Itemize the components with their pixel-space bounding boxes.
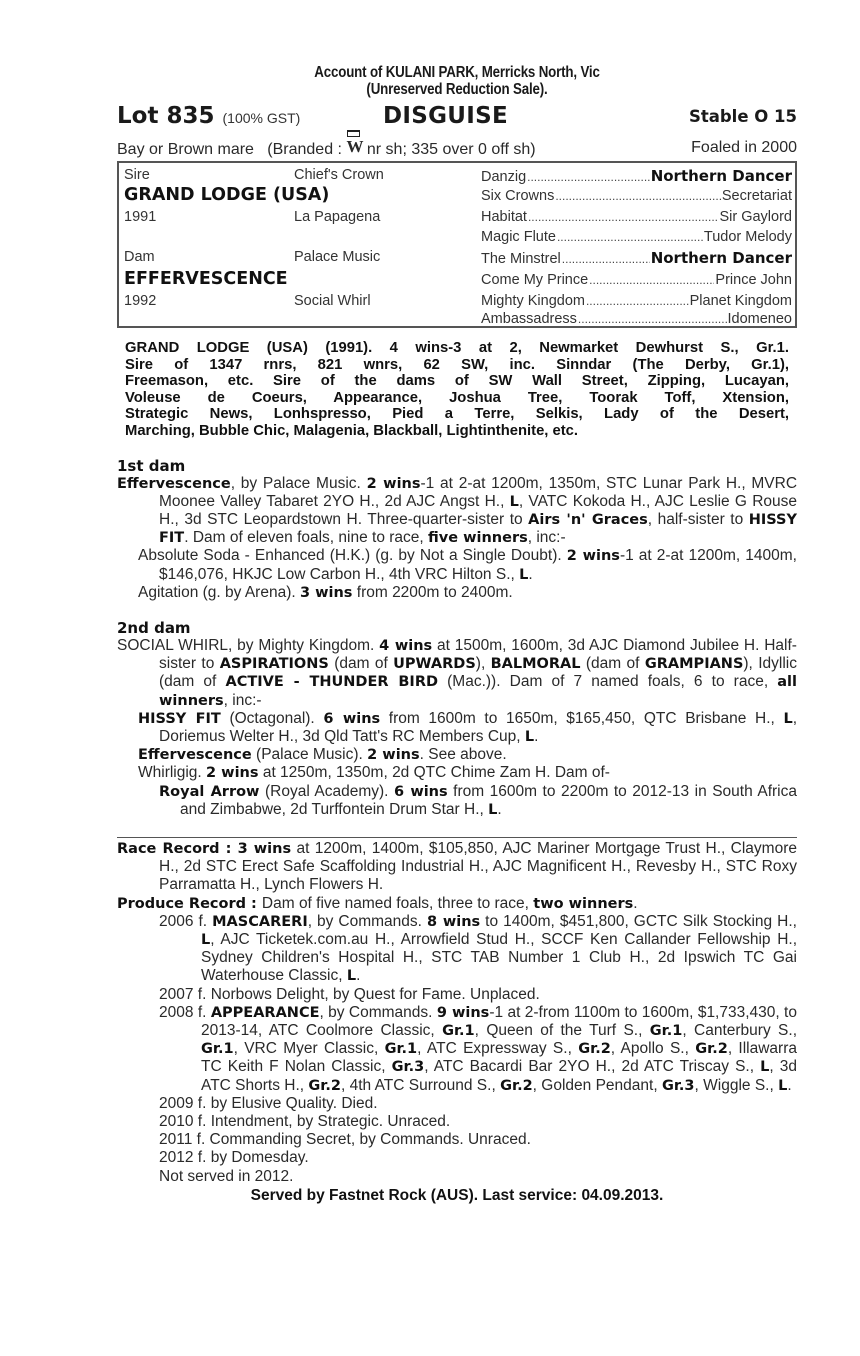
text: , ATC Expressway S., — [417, 1040, 579, 1058]
text: Absolute Soda - Enhanced (H.K.) (g. by Not a Single Doubt). — [138, 547, 567, 565]
relative-name: ASPIRATIONS — [219, 656, 329, 673]
text: , ATC Bacardi Bar 2YO H., 2d ATC Triscay S., — [424, 1058, 761, 1076]
text: (Palace Music). — [251, 746, 368, 764]
sire-dam: La Papagena — [294, 209, 381, 225]
gen3-row — [481, 311, 792, 327]
dam-sire: Palace Music — [294, 249, 381, 265]
text: (Royal Academy). — [259, 782, 394, 800]
text: . — [497, 800, 502, 818]
gen3-sire: Northern Dancer — [650, 249, 792, 267]
relative-name: ACTIVE - THUNDER BIRD — [225, 674, 439, 691]
sire-label: Sire — [124, 167, 150, 183]
sire-summary-line: Marching, Bubble Chic, Malagenia, Blackball, Lightinthenite, etc. — [125, 422, 579, 439]
text: , inc:- — [223, 691, 262, 709]
produce-entry — [117, 913, 797, 986]
dam-year: 1992 — [124, 293, 157, 309]
gen3-row — [481, 272, 792, 288]
text: SOCIAL WHIRL, by Mighty Kingdom. — [117, 636, 380, 654]
produce-record-label: Produce Record : — [117, 895, 262, 912]
offspring-entry — [117, 584, 797, 602]
sire-summary-line: Voleuse de Coeurs, Appearance, Joshua Tree, Toorak Toff, Xtension, — [125, 389, 789, 406]
text: , by Commands. — [307, 912, 427, 930]
text: to 1400m, $451,800, GCTC Silk Stocking H., — [480, 912, 797, 930]
produce-entry: 2012 f. by Domesday. — [159, 1149, 309, 1167]
sire-summary-line: Freemason, etc. Sire of the dams of SW Wall Street, Zipping, Lucayan, — [125, 373, 789, 390]
text: from 2200m to 2400m. — [352, 583, 513, 601]
relative-name: BALMORAL — [490, 656, 581, 673]
wins-count: 2 wins — [366, 475, 421, 492]
gen3-name: Ambassadress — [481, 311, 577, 327]
listed-badge: L — [519, 566, 529, 583]
leader-dots — [578, 312, 727, 326]
produce-entry: 2007 f. Norbows Delight, by Quest for Fame. Unplaced. — [159, 985, 540, 1003]
produce-entry: 2009 f. by Elusive Quality. Died. — [159, 1094, 378, 1112]
wins-count: 8 wins — [427, 913, 481, 930]
text: , Illawarra TC Keith F Nolan Classic, — [201, 1040, 797, 1076]
offspring-name: HISSY FIT — [138, 710, 221, 727]
wins-count: 2 wins — [367, 747, 420, 764]
wins-count: 6 wins — [323, 710, 381, 727]
sire-summary — [125, 340, 789, 440]
text: (Mac.)). Dam of 7 named foals, 6 to race, — [438, 673, 778, 691]
text: at 1500m, 1600m, 3d AJC Diamond Jubilee H. Half-sister to — [159, 636, 797, 673]
gen3-sire: Prince John — [715, 272, 792, 288]
text: , VATC Kokoda H., AJC Leslie G Rouse H., 3d STC Leopardstown H. Three-quarter-sister to — [159, 492, 797, 528]
produce-entry: Not served in 2012. — [159, 1167, 294, 1185]
text: , Doriemus Welter H., 3d Qld Tatt's RC Members Cup, — [159, 709, 797, 745]
text: Dam of five named foals, three to race, — [261, 894, 534, 912]
gen3-row — [481, 229, 792, 245]
text: . — [356, 967, 361, 985]
foaled-year: Foaled in 2000 — [691, 139, 797, 156]
sire-summary-line: GRAND LODGE (USA) (1991). 4 wins-3 at 2, Newmarket Dewhurst S., Gr.1. — [125, 340, 789, 356]
listed-badge: L — [783, 710, 793, 727]
relative-name: GRAMPIANS — [644, 656, 744, 673]
dam-name: EFFERVESCENCE — [124, 269, 288, 289]
race-record-label: Race Record : — [117, 841, 238, 858]
foal-year: 2008 f. — [159, 1003, 211, 1021]
offspring-name: Royal Arrow — [159, 783, 260, 800]
text: , VRC Myer Classic, — [233, 1040, 385, 1058]
offspring-entry — [117, 710, 797, 746]
text: ), Idyllic (dam of — [159, 655, 797, 691]
gen3-sire: Sir Gaylord — [719, 209, 792, 225]
relative-name: UPWARDS — [393, 656, 476, 673]
gen3-sire: Secretariat — [721, 188, 792, 204]
leader-dots — [528, 210, 719, 224]
foal-name: MASCARERI — [212, 913, 308, 930]
gen3-row — [481, 167, 792, 185]
offspring-entry — [117, 746, 797, 764]
dam-dam: Social Whirl — [294, 293, 371, 309]
group-badge: Gr.1 — [384, 1041, 418, 1058]
listed-badge: L — [488, 801, 498, 818]
gen3-name: Mighty Kingdom — [481, 293, 585, 309]
second-dam-entry — [117, 637, 797, 710]
group-badge: Gr.3 — [391, 1059, 425, 1076]
stable-number: Stable O 15 — [688, 107, 797, 126]
horse-description — [117, 135, 797, 161]
leader-dots — [555, 189, 721, 203]
offspring-entry — [117, 547, 797, 583]
text: Whirligig. — [138, 764, 207, 782]
text: , inc:- — [527, 529, 566, 547]
wins-count: 2 wins — [206, 765, 259, 782]
sire-summary-line: Sire of 1347 rnrs, 821 wnrs, 62 SW, inc. Sinndar (The Derby, Gr.1), — [125, 356, 789, 373]
foal-name: APPEARANCE — [210, 1004, 320, 1021]
leader-dots — [562, 252, 650, 266]
lot-label: Lot 835 — [117, 103, 215, 129]
account-line-1: Account of KULANI PARK, Merricks North, Vic — [314, 64, 600, 81]
sire-name: GRAND LODGE (USA) — [124, 185, 330, 205]
gen3-name: The Minstrel — [481, 251, 561, 267]
text: . — [528, 565, 533, 583]
dam-name: Effervescence — [117, 475, 231, 492]
leader-dots — [589, 273, 714, 287]
text: , 3d ATC Shorts H., — [201, 1058, 797, 1094]
text: -1 at 2-from 1100m to 1600m, $1,733,430, to 2013-14, ATC Coolmore Classic, — [201, 1003, 797, 1040]
listed-badge: L — [760, 1059, 770, 1076]
grand-offspring-entry — [117, 783, 797, 819]
group-badge: Gr.2 — [500, 1077, 533, 1094]
text: , half-sister to — [647, 510, 749, 528]
text: , Golden Pendant, — [532, 1076, 662, 1094]
produce-record — [117, 895, 797, 913]
description-suffix: nr sh; 335 over 0 off sh) — [362, 141, 536, 158]
text: -1 at 2-at 1200m, 1350m, STC Lunar Park H., MVRC Moonee Valley Tabaret 2YO H., 2d AJC Angst H., — [159, 474, 798, 510]
relative-name: Airs 'n' Graces — [528, 511, 648, 528]
gen3-name: Danzig — [481, 169, 527, 185]
relative-name: HISSY FIT — [159, 511, 797, 547]
group-badge: Gr.1 — [442, 1023, 475, 1040]
wins-count: 2 wins — [566, 548, 620, 565]
lot-header — [117, 103, 797, 133]
text: , 4th ATC Surround S., — [340, 1076, 501, 1094]
gen3-name: Six Crowns — [481, 188, 555, 204]
leader-dots — [586, 294, 689, 308]
winners-count: all winners — [159, 674, 797, 709]
gen3-name: Come My Prince — [481, 272, 589, 288]
text: , Wiggle S., — [694, 1076, 779, 1094]
sire-year: 1991 — [124, 209, 157, 225]
lot-number — [117, 103, 300, 129]
wins-count: 3 wins — [299, 584, 353, 601]
crown-icon — [347, 130, 360, 137]
catalogue-page — [117, 64, 797, 1205]
produce-entry: 2011 f. Commanding Secret, by Commands. Unraced. — [159, 1131, 531, 1149]
winners-count: two winners — [533, 895, 634, 912]
brand-crown-w-icon — [346, 139, 362, 155]
listed-badge: L — [524, 729, 535, 745]
description-left — [117, 139, 536, 159]
text: from 1600m to 2200m to 2012-13 in South Africa and Zimbabwe, 2d Turffontein Drum Star H., — [180, 782, 797, 818]
text: -1 at 2-at 1200m, 1400m, $146,076, HKJC Low Carbon H., 4th VRC Hilton S., — [159, 547, 797, 583]
service-note: Served by Fastnet Rock (AUS). Last service: 04.09.2013. — [250, 1186, 664, 1204]
text: , by Commands. — [319, 1003, 437, 1021]
text: . — [633, 894, 638, 912]
section-divider — [117, 837, 797, 838]
leader-dots — [527, 170, 650, 184]
group-badge: Gr.3 — [661, 1077, 695, 1094]
group-badge: Gr.1 — [649, 1023, 683, 1040]
gst-note: (100% GST) — [222, 110, 301, 126]
first-dam-entry — [117, 475, 797, 548]
sire-sire: Chief's Crown — [294, 167, 384, 183]
text: , Canterbury S., — [682, 1022, 798, 1040]
text: , Queen of the Turf S., — [474, 1022, 650, 1040]
produce-entry: 2010 f. Intendment, by Strategic. Unraced. — [159, 1113, 451, 1131]
text: ), — [475, 655, 491, 673]
horse-name: DISGUISE — [383, 103, 509, 129]
text: Agitation (g. by Arena). — [138, 583, 300, 601]
brand-letter: W — [346, 137, 364, 156]
text: (Octagonal). — [220, 709, 324, 727]
second-dam-heading: 2nd dam — [117, 618, 191, 637]
gen3-name: Habitat — [481, 209, 527, 225]
gen3-row — [481, 293, 792, 309]
text: , AJC Ticketek.com.au H., Arrowfield Stud H., SCCF Ken Callander Fellowship H., Sydney Children's Hospital H., STC TAB Number 1 Club H., 2d Ipswich TC Gai Waterhouse Classic, — [201, 931, 797, 985]
gen3-row — [481, 209, 792, 225]
text: , by Palace Music. — [230, 474, 367, 492]
offspring-entry — [117, 764, 797, 782]
foal-year: 2006 f. — [159, 912, 213, 930]
text: , Apollo S., — [610, 1040, 696, 1058]
listed-badge: L — [201, 932, 211, 949]
gen3-sire: Idomeneo — [727, 311, 792, 327]
vendor-account — [117, 64, 797, 98]
text: . See above. — [419, 746, 507, 764]
wins-count: 9 wins — [436, 1004, 490, 1021]
gen3-sire: Northern Dancer — [650, 167, 792, 185]
first-dam-heading: 1st dam — [117, 456, 186, 475]
listed-badge: L — [346, 968, 357, 985]
leader-dots — [557, 230, 703, 244]
sire-summary-line: Strategic News, Lonhspresso, Pied a Terre, Selkis, Lady of the Desert, — [125, 406, 789, 423]
produce-entry — [117, 1004, 797, 1095]
listed-badge: L — [778, 1077, 788, 1094]
text: at 1250m, 1350m, 2d QTC Chime Zam H. Dam of- — [258, 764, 610, 782]
group-badge: Gr.2 — [578, 1041, 611, 1058]
gen3-row — [481, 188, 792, 204]
offspring-name: Effervescence — [138, 747, 252, 764]
gen3-sire: Planet Kingdom — [689, 293, 792, 309]
text: . — [534, 728, 539, 745]
group-badge: Gr.2 — [308, 1077, 341, 1094]
gen3-sire: Tudor Melody — [703, 229, 792, 245]
wins-count: 4 wins — [379, 637, 433, 654]
gen3-row — [481, 249, 792, 267]
pedigree-table — [117, 163, 797, 328]
wins-count: 3 wins — [237, 841, 292, 858]
text: (dam of — [328, 655, 394, 673]
text: . — [787, 1076, 792, 1094]
wins-count: 6 wins — [393, 783, 448, 800]
winners-count: five winners — [428, 530, 528, 547]
text: from 1600m to 1650m, $165,450, QTC Brisbane H., — [380, 709, 784, 727]
text: (dam of — [580, 655, 645, 673]
group-badge: Gr.1 — [201, 1041, 234, 1058]
text: at 1200m, 1400m, $105,850, AJC Mariner Mortgage Trust H., Claymore H., 2d STC Erect Safe Scaffolding Industrial H., AJC Magnificent H., Revesby H., STC Roxy Parramatta H., Lynch Flowers H. — [159, 840, 797, 894]
dam-label: Dam — [124, 249, 155, 265]
description-prefix: Bay or Brown mare (Branded : — [117, 141, 347, 158]
race-record — [117, 840, 797, 895]
text: . Dam of eleven foals, nine to race, — [184, 529, 429, 547]
listed-badge: L — [509, 493, 519, 510]
group-badge: Gr.2 — [695, 1041, 728, 1058]
gen3-name: Magic Flute — [481, 229, 556, 245]
account-line-2: (Unreserved Reduction Sale). — [366, 81, 548, 98]
